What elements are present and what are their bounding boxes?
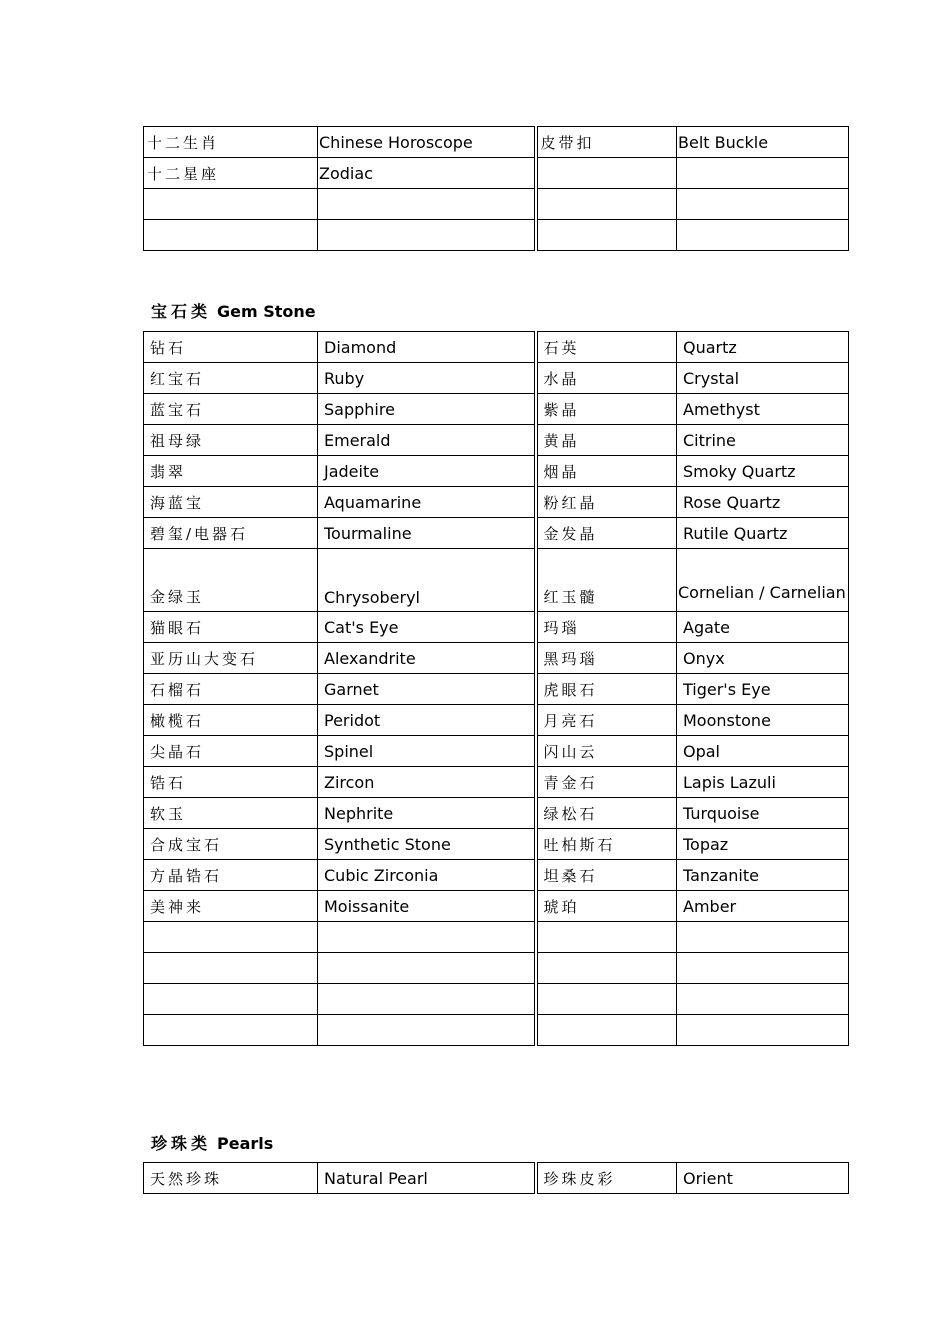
english-term-cell (318, 984, 536, 1015)
english-term-cell: Turquoise (677, 798, 849, 829)
table-row (144, 860, 849, 891)
english-term-cell: Topaz (677, 829, 849, 860)
chinese-term-cell: 吐柏斯石 (536, 829, 677, 860)
english-term-cell: Moonstone (677, 705, 849, 736)
table-row (144, 363, 849, 394)
table-row (144, 736, 849, 767)
chinese-term-cell: 蓝宝石 (144, 394, 318, 425)
chinese-term-cell (536, 984, 677, 1015)
chinese-term-cell: 琥珀 (536, 891, 677, 922)
chinese-term-cell (536, 1015, 677, 1046)
pearls-heading (151, 1131, 273, 1154)
chinese-term-cell: 青金石 (536, 767, 677, 798)
chinese-term-cell: 石榴石 (144, 674, 318, 705)
english-term-cell: Cat's Eye (318, 612, 536, 643)
chinese-term-cell: 粉红晶 (536, 487, 677, 518)
english-term-cell: Crystal (677, 363, 849, 394)
chinese-term-cell: 坦桑石 (536, 860, 677, 891)
chinese-term-cell: 石英 (536, 332, 677, 363)
chinese-term-cell: 黑玛瑙 (536, 643, 677, 674)
table-row (144, 487, 849, 518)
table-row (144, 518, 849, 549)
table-row (144, 767, 849, 798)
chinese-term-cell: 翡翠 (144, 456, 318, 487)
english-term-cell: Tourmaline (318, 518, 536, 549)
table-row (144, 158, 849, 189)
table-row (144, 332, 849, 363)
table-row (144, 829, 849, 860)
table-row (144, 922, 849, 953)
chinese-term-cell (144, 953, 318, 984)
chinese-term-cell: 红玉髓 (536, 549, 677, 612)
chinese-term-cell: 金绿玉 (144, 549, 318, 612)
horoscope-table (143, 126, 849, 251)
english-term-cell (677, 189, 849, 220)
english-term-cell: Rose Quartz (677, 487, 849, 518)
chinese-term-cell: 虎眼石 (536, 674, 677, 705)
chinese-term-cell: 玛瑙 (536, 612, 677, 643)
chinese-term-cell: 金发晶 (536, 518, 677, 549)
chinese-term-cell: 亚历山大变石 (144, 643, 318, 674)
chinese-term-cell: 尖晶石 (144, 736, 318, 767)
english-term-cell (677, 953, 849, 984)
chinese-term-cell (536, 189, 677, 220)
english-term-cell: Nephrite (318, 798, 536, 829)
table-row (144, 643, 849, 674)
english-term-cell (677, 220, 849, 251)
english-term-cell: Belt Buckle (677, 127, 849, 158)
chinese-term-cell: 黄晶 (536, 425, 677, 456)
english-term-cell (677, 984, 849, 1015)
chinese-term-cell (144, 984, 318, 1015)
chinese-term-cell: 碧玺/电器石 (144, 518, 318, 549)
chinese-term-cell (536, 922, 677, 953)
english-term-cell: Jadeite (318, 456, 536, 487)
gem-stone-table (143, 331, 849, 1046)
chinese-term-cell: 月亮石 (536, 705, 677, 736)
chinese-term-cell: 烟晶 (536, 456, 677, 487)
pearl-heading-zh: 珍珠类 (151, 1134, 212, 1153)
english-term-cell: Lapis Lazuli (677, 767, 849, 798)
table-row (144, 798, 849, 829)
table-row (144, 1015, 849, 1046)
english-term-cell: Emerald (318, 425, 536, 456)
english-term-cell: Zodiac (318, 158, 536, 189)
chinese-term-cell: 红宝石 (144, 363, 318, 394)
english-term-cell: Cornelian / Carnelian (677, 549, 849, 612)
english-term-cell (318, 922, 536, 953)
english-term-cell: Zircon (318, 767, 536, 798)
english-term-cell: Aquamarine (318, 487, 536, 518)
gem-heading-zh: 宝石类 (151, 302, 212, 321)
chinese-term-cell: 十二星座 (144, 158, 318, 189)
english-term-cell: Peridot (318, 705, 536, 736)
table-row (144, 127, 849, 158)
table-row (144, 456, 849, 487)
table-row (144, 189, 849, 220)
chinese-term-cell: 绿松石 (536, 798, 677, 829)
table-row (144, 674, 849, 705)
table-row (144, 220, 849, 251)
english-term-cell (677, 1015, 849, 1046)
english-term-cell: Garnet (318, 674, 536, 705)
chinese-term-cell (144, 220, 318, 251)
chinese-term-cell: 橄榄石 (144, 705, 318, 736)
english-term-cell: Alexandrite (318, 643, 536, 674)
chinese-term-cell: 猫眼石 (144, 612, 318, 643)
english-term-cell: Natural Pearl (318, 1163, 536, 1194)
english-term-cell: Moissanite (318, 891, 536, 922)
chinese-term-cell: 紫晶 (536, 394, 677, 425)
gem-stone-heading (151, 299, 316, 322)
chinese-term-cell: 天然珍珠 (144, 1163, 318, 1194)
english-term-cell: Diamond (318, 332, 536, 363)
english-term-cell (677, 158, 849, 189)
gem-heading-en: Gem Stone (217, 302, 316, 321)
english-term-cell: Agate (677, 612, 849, 643)
chinese-term-cell: 珍珠皮彩 (536, 1163, 677, 1194)
english-term-cell: Quartz (677, 332, 849, 363)
table-row (144, 953, 849, 984)
english-term-cell: Opal (677, 736, 849, 767)
english-term-cell: Chinese Horoscope (318, 127, 536, 158)
english-term-cell: Cubic Zirconia (318, 860, 536, 891)
table-row (144, 984, 849, 1015)
english-term-cell: Smoky Quartz (677, 456, 849, 487)
english-term-cell: Rutile Quartz (677, 518, 849, 549)
chinese-term-cell: 祖母绿 (144, 425, 318, 456)
chinese-term-cell (536, 220, 677, 251)
english-term-cell: Onyx (677, 643, 849, 674)
english-term-cell: Citrine (677, 425, 849, 456)
chinese-term-cell: 锆石 (144, 767, 318, 798)
chinese-term-cell: 水晶 (536, 363, 677, 394)
english-term-cell (318, 220, 536, 251)
pearl-heading-en: Pearls (217, 1134, 274, 1153)
chinese-term-cell: 合成宝石 (144, 829, 318, 860)
table-row (144, 549, 849, 612)
chinese-term-cell: 美神来 (144, 891, 318, 922)
chinese-term-cell (144, 189, 318, 220)
chinese-term-cell (144, 1015, 318, 1046)
chinese-term-cell: 海蓝宝 (144, 487, 318, 518)
table-row (144, 891, 849, 922)
chinese-term-cell (144, 922, 318, 953)
chinese-term-cell: 闪山云 (536, 736, 677, 767)
table-row (144, 705, 849, 736)
english-term-cell (318, 189, 536, 220)
english-term-cell: Amber (677, 891, 849, 922)
chinese-term-cell: 方晶锆石 (144, 860, 318, 891)
chinese-term-cell: 软玉 (144, 798, 318, 829)
chinese-term-cell: 皮带扣 (536, 127, 677, 158)
chinese-term-cell: 钻石 (144, 332, 318, 363)
english-term-cell (677, 922, 849, 953)
pearls-table (143, 1162, 849, 1194)
english-term-cell: Chrysoberyl (318, 549, 536, 612)
chinese-term-cell (536, 953, 677, 984)
table-row (144, 394, 849, 425)
chinese-term-cell: 十二生肖 (144, 127, 318, 158)
english-term-cell: Sapphire (318, 394, 536, 425)
english-term-cell: Orient (677, 1163, 849, 1194)
chinese-term-cell (536, 158, 677, 189)
english-term-cell: Synthetic Stone (318, 829, 536, 860)
table-row (144, 1163, 849, 1194)
english-term-cell: Tiger's Eye (677, 674, 849, 705)
table-row (144, 612, 849, 643)
english-term-cell: Amethyst (677, 394, 849, 425)
table-row (144, 425, 849, 456)
english-term-cell (318, 953, 536, 984)
english-term-cell: Spinel (318, 736, 536, 767)
english-term-cell (318, 1015, 536, 1046)
english-term-cell: Ruby (318, 363, 536, 394)
english-term-cell: Tanzanite (677, 860, 849, 891)
